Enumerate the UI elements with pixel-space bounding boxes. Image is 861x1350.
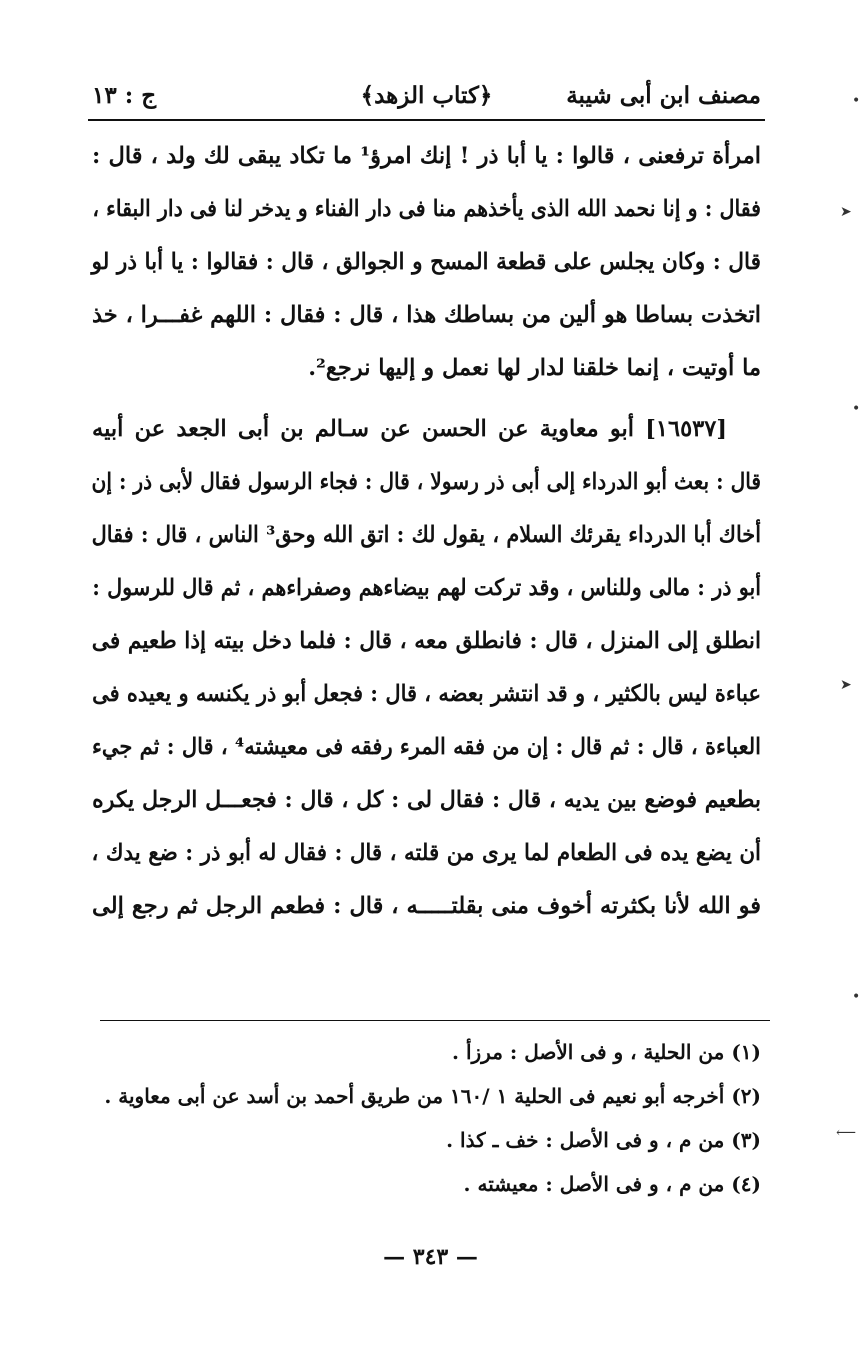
page-number: — ٣٤٣ — [383, 1244, 478, 1270]
footnote-1: (١) من الحلية ، و فى الأصل : مرزأ . [452, 1040, 761, 1064]
text-line: قال : بعث أبو الدرداء إلى أبى ذر رسولا ، قال : فجاء الرسول فقال لأبى ذر : إن [91, 469, 761, 495]
footnote-rule [100, 1020, 770, 1021]
margin-dot: • [852, 93, 861, 109]
text-line: العباءة ، قال : ثم قال : إن من فقه المرء رفقه فى معيشته⁴ ، قال : ثم جيء [91, 734, 761, 760]
main-text [92, 130, 761, 933]
footnote-2: (٢) أخرجه أبو نعيم فى الحلية ١ /١٦٠ من طريق أحمد بن أسد عن أبى معاوية . [104, 1084, 761, 1108]
text-line: عباءة ليس بالكثير ، و قد انتشر بعضه ، قال : فجعل أبو ذر يكنسه و يعيده فى [92, 681, 762, 707]
margin-mark: ➤ [840, 677, 852, 693]
text-line: انطلق إلى المنزل ، قال : فانطلق معه ، قال : فلما دخل بيته إذا طعيم فى [91, 628, 761, 654]
book-title: مصنف ابن أبى شيبة [566, 81, 761, 109]
margin-mark: ⟵ [836, 1125, 857, 1141]
text-line: فو الله لأنا بكثرته أخوف منى بقلتـــــه ، قال : فطعم الرجل ثم رجع إلى [92, 893, 761, 919]
text-line: أخاك أبا الدرداء يقرئك السلام ، يقول لك : اتق الله وحق³ الناس ، قال : فقال [91, 522, 761, 548]
paragraph-1 [92, 130, 761, 395]
running-head [92, 72, 761, 118]
volume-number: ج : ١٣ [92, 81, 157, 109]
margin-dot: • [852, 989, 861, 1005]
footnote-3: (٣) من م ، و فى الأصل : خف ـ كذا . [446, 1128, 761, 1152]
text-line: امرأة ترفعنى ، قالوا : يا أبا ذر ! إنك امرؤ¹ ما تكاد يبقى لك ولد ، قال : [92, 143, 762, 169]
text-line: [١٦٥٣٧] أبو معاوية عن الحسن عن سـالم بن أبى الجعد عن أبيه [92, 416, 727, 442]
footnotes [92, 1030, 761, 1206]
text-line: فقال : و إنا نحمد الله الذى يأخذهم منا فى دار الفناء و يدخر لنا فى دار البقاء ، [92, 196, 761, 222]
section-title: ﴿كتاب الزهد﴾ [360, 81, 493, 109]
margin-mark: ➤ [840, 204, 852, 220]
margin-dot: • [852, 401, 861, 417]
header-rule [88, 119, 765, 121]
text-line: أن يضع يده فى الطعام لما يرى من قلته ، قال : فقال له أبو ذر : ضع يدك ، [91, 840, 762, 866]
text-line: أبو ذر : مالى وللناس ، وقد تركت لهم بيضاءهم وصفراءهم ، ثم قال للرسول : [92, 575, 762, 601]
footnote-4: (٤) من م ، و فى الأصل : معيشته . [463, 1172, 761, 1196]
paragraph-hadith-16537 [92, 403, 761, 933]
text-line: بطعيم فوضع بين يديه ، قال : فقال لى : كل ، قال : فجعـــل الرجل يكره [92, 787, 761, 813]
text-line: قال : وكان يجلس على قطعة المسح و الجوالق ، قال : فقالوا : يا أبا ذر لو [91, 249, 761, 275]
text-line: ما أوتيت ، إنما خلقنا لدار لها نعمل و إليها نرجع². [308, 355, 761, 381]
text-line: اتخذت بساطا هو ألين من بساطك هذا ، قال : فقال : اللهم غفـــرا ، خذ [92, 302, 761, 328]
